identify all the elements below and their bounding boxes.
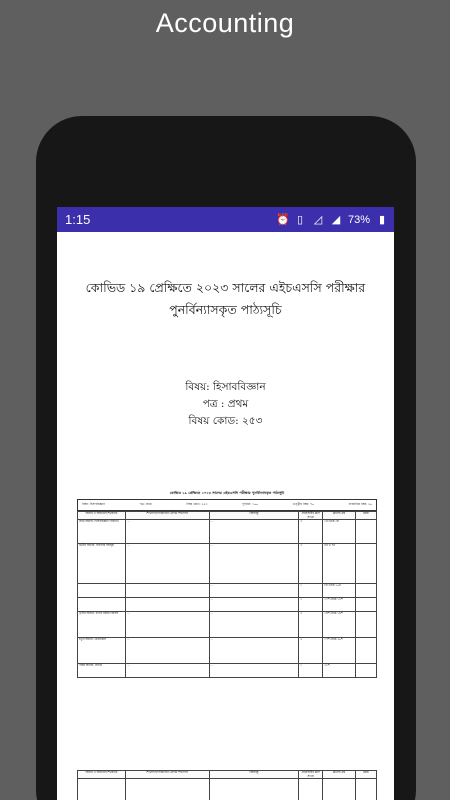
battery-percent: 73% bbox=[347, 213, 370, 226]
title-line-2: পুনর্বিন্যাসকৃত পাঠ্যসূচি bbox=[169, 302, 282, 317]
head-practical-marks: ব্যবহারিক নম্বর: ৩০ bbox=[348, 502, 372, 506]
no-signal-icon: ◿ bbox=[313, 213, 323, 226]
table-row: প্রথম অধ্যায়: হিসাববিজ্ঞান পরিচিতি ... ... ৩ ১ম থেকে ৩য় bbox=[78, 520, 377, 544]
col-class-order: ক্লাসের ক্রম bbox=[323, 512, 356, 520]
table-row: ... ১ ৮ম থেকে ১০ম bbox=[78, 584, 377, 598]
col-chapter: অধ্যায় ও অধ্যায়ের শিরোনাম bbox=[78, 512, 126, 520]
table-row: দ্বিতীয় অধ্যায়: হিসাবের বইসমূহ ... ... ৩ ৪র্থ ও ৭ম bbox=[78, 544, 377, 584]
head-full-marks: পূর্ণমান: ১০০ bbox=[242, 502, 259, 506]
table-title: কোভিড ১৯ প্রেক্ষিতে ২০২৩ সালের এইচএসসি পরীক্ষার পুনর্বিন্যাসকৃত পাঠ্যসূচি bbox=[169, 491, 285, 495]
col-outcomes: শিখনফল/পরিমার্জিত উদ্দিষ্ট শিখনফল bbox=[125, 512, 209, 520]
battery-icon: ▮ bbox=[378, 213, 386, 226]
head-code: বিষয় কোড: ২৫৩ bbox=[186, 502, 208, 506]
status-time: 1:15 bbox=[65, 212, 91, 227]
syllabus-table bbox=[77, 511, 377, 678]
table-row bbox=[78, 779, 377, 800]
paper-line: পত্র : প্রথম bbox=[202, 398, 249, 410]
status-icons bbox=[276, 214, 388, 226]
subject-line: বিষয়: হিসাববিজ্ঞান bbox=[185, 381, 266, 393]
col-remarks: মন্তব্য bbox=[356, 512, 377, 520]
syllabus-table-2 bbox=[77, 770, 377, 800]
vibrate-icon: ▯ bbox=[296, 213, 303, 226]
alarm-icon: ⏰ bbox=[275, 213, 290, 226]
head-paper: পত্র: প্রথম bbox=[139, 502, 152, 506]
head-theory-marks: তত্ত্বীয় নম্বর: ৭০ bbox=[292, 502, 315, 506]
syllabus-table-page-2 bbox=[77, 770, 377, 800]
phone-screen bbox=[57, 207, 394, 800]
page-title: Accounting bbox=[155, 8, 295, 38]
table-row: তৃতীয় অধ্যায়: ব্যাংক সমন্বয় বিবরণী ... ... ৩ ১৪শ থেকে ১৬শ bbox=[78, 612, 377, 638]
status-bar bbox=[57, 207, 394, 232]
col-content: বিষয়বস্তু bbox=[209, 512, 299, 520]
table-row: চতুর্থ অধ্যায়: রেওয়ামিল ... ... ২ ১৭শ থেকে ২০শ bbox=[78, 638, 377, 664]
table-row: পঞ্চম অধ্যায়: প্রতিক ... ... ১ ২১শ bbox=[78, 664, 377, 678]
document-title bbox=[57, 277, 394, 321]
head-subject: বিষয়: হিসাববিজ্ঞান bbox=[82, 502, 105, 506]
title-line-1: কোভিড ১৯ প্রেক্ষিতে ২০২৩ সালের এইচএসসি পরীক্ষার bbox=[85, 280, 366, 295]
col-class-count: প্রয়োজনীয় ক্লাস সংখ্যা bbox=[299, 512, 323, 520]
document-meta bbox=[57, 379, 394, 430]
table-header-row: অধ্যায় ও অধ্যায়ের শিরোনাম শিখনফল/পরিমার্জিত উদ্দিষ্ট শিখনফল বিষয়বস্তু প্রয়োজনীয় ক্লাস সংখ্যা ক্লাসের ক্রম মন্তব্য bbox=[78, 771, 377, 779]
wifi-off-icon: ◢ bbox=[331, 213, 341, 226]
code-line: বিষয় কোড: ২৫৩ bbox=[188, 415, 263, 427]
document-view[interactable] bbox=[57, 232, 394, 800]
syllabus-table-page bbox=[77, 490, 377, 680]
table-header-info bbox=[77, 499, 377, 511]
table-row: ... ১ ১১শ থেকে ১৩শ bbox=[78, 598, 377, 612]
